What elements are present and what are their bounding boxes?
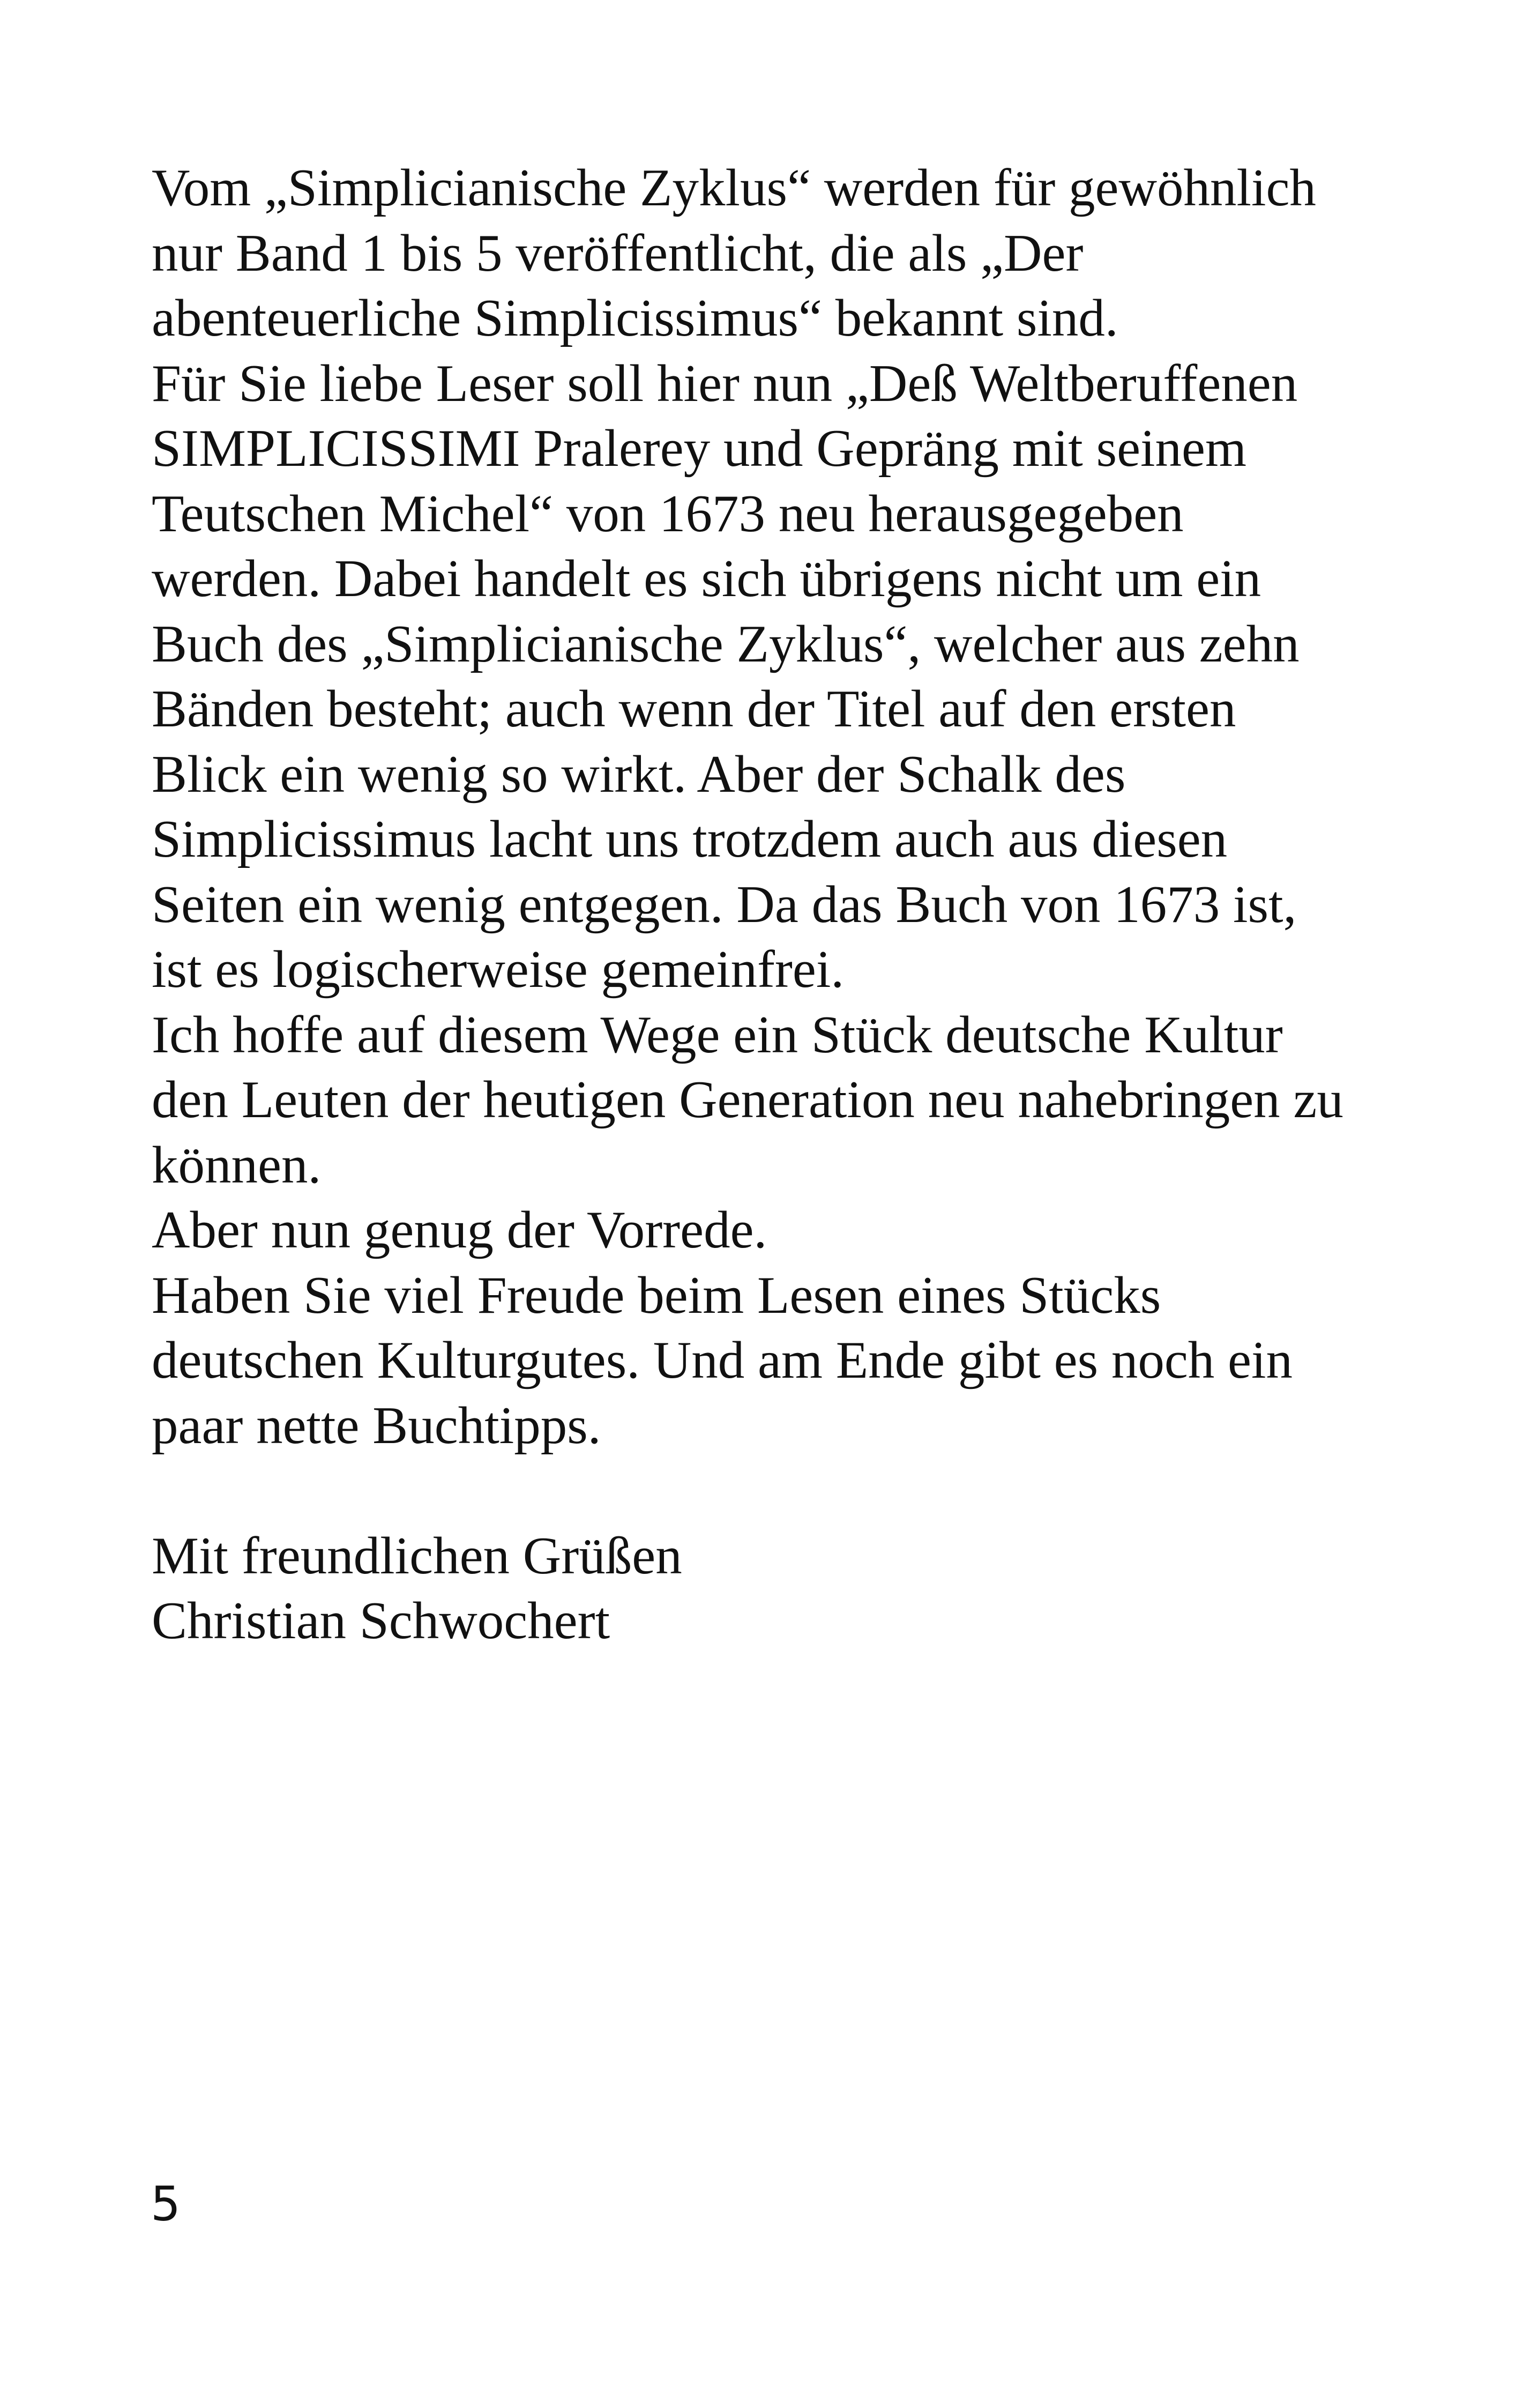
- text-line: Haben Sie viel Freude beim Lesen eines Stücks: [152, 1266, 1161, 1325]
- text-line: Seiten ein wenig entgegen. Da das Buch von 1673 ist,: [152, 875, 1297, 934]
- text-line: abenteuerliche Simplicissimus“ bekannt sind.: [152, 289, 1118, 347]
- text-line: deutschen Kulturgutes. Und am Ende gibt es noch ein: [152, 1331, 1293, 1389]
- text-line: Teutschen Michel“ von 1673 neu herausgegeben: [152, 484, 1184, 543]
- text-line: nur Band 1 bis 5 veröffentlicht, die als „Der: [152, 224, 1084, 283]
- text-line: können.: [152, 1135, 322, 1194]
- text-line: Ich hoffe auf diesem Wege ein Stück deutsche Kultur: [152, 1005, 1283, 1064]
- text-line: ist es logischerweise gemeinfrei.: [152, 940, 845, 999]
- text-line: Bänden besteht; auch wenn der Titel auf den ersten: [152, 680, 1236, 738]
- text-line: SIMPLICISSIMI Pralerey und Gepräng mit seinem: [152, 419, 1246, 478]
- text-line: den Leuten der heutigen Generation neu nahebringen zu: [152, 1071, 1343, 1129]
- text-line: Buch des „Simplicianische Zyklus“, welcher aus zehn: [152, 614, 1300, 673]
- text-line: paar nette Buchtipps.: [152, 1396, 601, 1455]
- text-line: Für Sie liebe Leser soll hier nun „Deß Weltberuffenen: [152, 354, 1298, 413]
- preface-text: [152, 155, 1449, 1654]
- text-line: Blick ein wenig so wirkt. Aber der Schalk des: [152, 745, 1126, 804]
- text-line: Aber nun genug der Vorrede.: [152, 1201, 767, 1259]
- text-line: Vom „Simplicianische Zyklus“ werden für gewöhnlich: [152, 159, 1316, 217]
- text-line: werden. Dabei handelt es sich übrigens nicht um ein: [152, 549, 1261, 608]
- text-line: Simplicissimus lacht uns trotzdem auch aus diesen: [152, 810, 1228, 868]
- paragraph-spacer: [152, 1458, 1449, 1523]
- closing-line: Mit freundlichen Grüßen: [152, 1526, 682, 1585]
- page-number: 5: [151, 2176, 181, 2232]
- signature-name: Christian Schwochert: [152, 1592, 610, 1650]
